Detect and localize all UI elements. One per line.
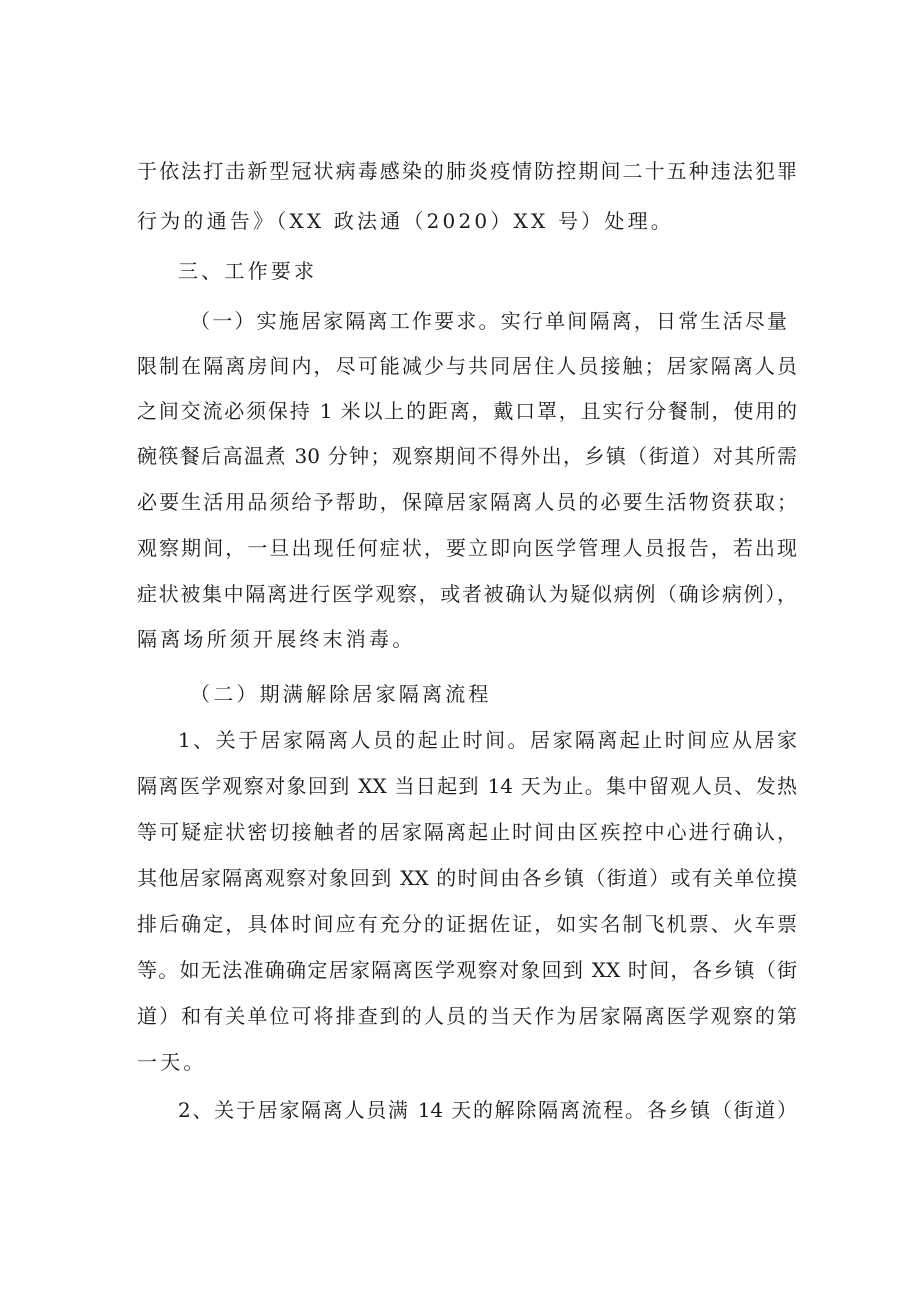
body-text-line: 症状被集中隔离进行医学观察，或者被确认为疑似病例（确诊病例），	[137, 582, 797, 606]
body-text-line: 隔离医学观察对象回到 XX 当日起到 14 天为止。集中留观人员、发热	[137, 774, 797, 798]
body-text-line: 于依法打击新型冠状病毒感染的肺炎疫情防控期间二十五种违法犯罪	[137, 159, 797, 183]
body-text-line: 排后确定，具体时间应有充分的证据佐证，如实名制飞机票、火车票	[137, 912, 797, 936]
body-text-line: 碗筷餐后高温煮 30 分钟；观察期间不得外出，乡镇（街道）对其所需	[137, 444, 797, 468]
subsection-heading: （二）期满解除居家隔离流程	[190, 682, 492, 706]
body-text-line: 必要生活用品须给予帮助，保障居家隔离人员的必要生活物资获取；	[137, 490, 797, 514]
body-text-line: 一天。	[137, 1050, 207, 1074]
section-heading: 三、工作要求	[178, 259, 318, 283]
body-text-line: 行为的通告》（XX 政法通（2020）XX 号）处理。	[137, 209, 674, 233]
body-text-line: 等可疑症状密切接触者的居家隔离起止时间由区疾控中心进行确认，	[137, 820, 797, 844]
item-para-start: 2、关于居家隔离人员满 14 天的解除隔离流程。各乡镇（街道）	[178, 1098, 797, 1122]
body-text-line: 等。如无法准确确定居家隔离医学观察对象回到 XX 时间，各乡镇（街	[137, 958, 797, 982]
body-text-line: 之间交流必须保持 1 米以上的距离，戴口罩，且实行分餐制，使用的	[137, 399, 797, 423]
item-para-start: 1、关于居家隔离人员的起止时间。居家隔离起止时间应从居家	[178, 728, 797, 752]
body-text-line: 观察期间，一旦出现任何症状，要立即向医学管理人员报告，若出现	[137, 536, 797, 560]
subsection-para-start: （一）实施居家隔离工作要求。实行单间隔离，日常生活尽量	[190, 309, 787, 333]
body-text-line: 其他居家隔离观察对象回到 XX 的时间由各乡镇（街道）或有关单位摸	[137, 866, 797, 890]
body-text-line: 隔离场所须开展终末消毒。	[137, 627, 416, 651]
body-text-line: 限制在隔离房间内，尽可能减少与共同居住人员接触；居家隔离人员	[137, 354, 797, 378]
body-text-line: 道）和有关单位可将排查到的人员的当天作为居家隔离医学观察的第	[137, 1004, 797, 1028]
